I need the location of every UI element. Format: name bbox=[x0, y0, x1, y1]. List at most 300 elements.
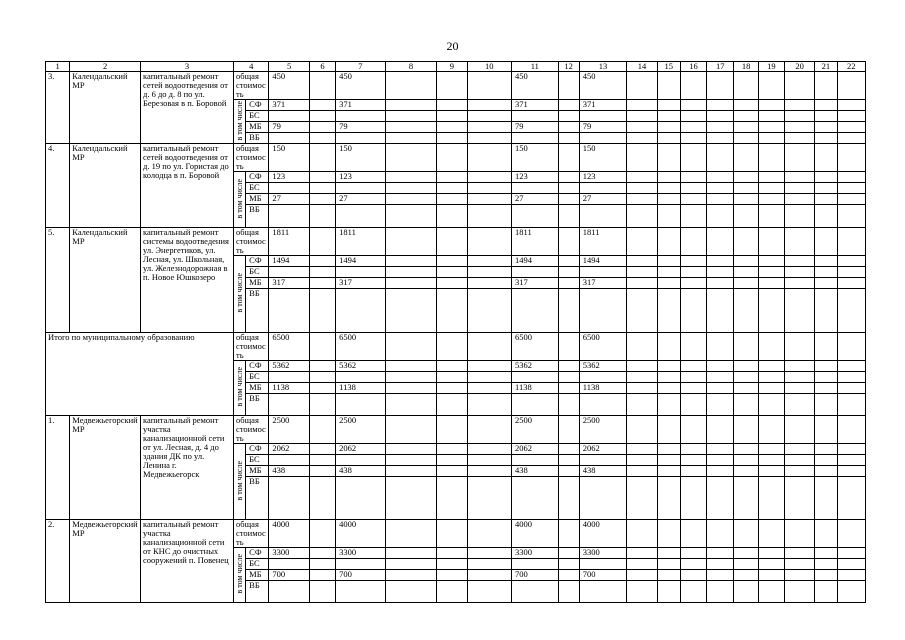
value-cell bbox=[815, 444, 837, 455]
value-cell bbox=[657, 289, 680, 333]
value-cell bbox=[707, 394, 734, 416]
value-cell bbox=[837, 520, 865, 548]
value-cell bbox=[336, 372, 386, 383]
row-number: 4. bbox=[46, 144, 70, 228]
value-cell bbox=[815, 333, 837, 361]
value-cell bbox=[680, 520, 706, 548]
value-cell bbox=[784, 205, 814, 228]
value-cell bbox=[437, 455, 467, 466]
value-cell: 150 bbox=[269, 144, 309, 172]
value-cell bbox=[707, 205, 734, 228]
column-header: 5 bbox=[269, 62, 309, 72]
column-header: 10 bbox=[467, 62, 511, 72]
funding-source-label: ВБ bbox=[246, 133, 269, 144]
row-number: 2. bbox=[46, 520, 70, 603]
value-cell bbox=[657, 267, 680, 278]
value-cell bbox=[627, 183, 657, 194]
funding-source-label: ВБ bbox=[246, 205, 269, 228]
value-cell bbox=[758, 444, 784, 455]
value-cell: 27 bbox=[269, 194, 309, 205]
value-cell bbox=[558, 394, 579, 416]
value-cell bbox=[558, 256, 579, 267]
value-cell bbox=[309, 520, 335, 548]
value-cell bbox=[657, 416, 680, 444]
value-cell bbox=[558, 581, 579, 603]
value-cell bbox=[657, 183, 680, 194]
value-cell bbox=[627, 548, 657, 559]
value-cell bbox=[579, 394, 627, 416]
value-cell bbox=[734, 520, 758, 548]
value-cell bbox=[734, 394, 758, 416]
value-cell bbox=[437, 111, 467, 122]
value-cell: 438 bbox=[269, 466, 309, 477]
value-cell: 1494 bbox=[579, 256, 627, 267]
value-cell bbox=[512, 559, 559, 570]
value-cell bbox=[784, 144, 814, 172]
value-cell bbox=[784, 444, 814, 455]
value-cell: 6500 bbox=[579, 333, 627, 361]
value-cell bbox=[467, 267, 511, 278]
value-cell: 2062 bbox=[336, 444, 386, 455]
value-cell bbox=[657, 194, 680, 205]
value-cell bbox=[309, 278, 335, 289]
value-cell bbox=[467, 172, 511, 183]
value-cell bbox=[657, 548, 680, 559]
value-cell bbox=[579, 559, 627, 570]
value-cell bbox=[385, 548, 437, 559]
value-cell bbox=[758, 416, 784, 444]
table-row bbox=[46, 520, 866, 548]
including-label bbox=[234, 256, 246, 333]
value-cell: 3300 bbox=[269, 548, 309, 559]
value-cell bbox=[657, 444, 680, 455]
funding-source-label: СФ bbox=[246, 100, 269, 111]
value-cell bbox=[815, 72, 837, 100]
value-cell bbox=[627, 570, 657, 581]
value-cell bbox=[437, 289, 467, 333]
value-cell bbox=[837, 278, 865, 289]
column-header: 7 bbox=[336, 62, 386, 72]
value-cell bbox=[269, 455, 309, 466]
value-cell bbox=[815, 111, 837, 122]
column-header: 21 bbox=[815, 62, 837, 72]
value-cell bbox=[734, 228, 758, 256]
value-cell bbox=[309, 372, 335, 383]
funding-source-label: БС bbox=[246, 183, 269, 194]
value-cell: 4000 bbox=[579, 520, 627, 548]
value-cell bbox=[815, 383, 837, 394]
value-cell bbox=[627, 444, 657, 455]
value-cell bbox=[734, 194, 758, 205]
value-cell bbox=[558, 416, 579, 444]
value-cell bbox=[558, 267, 579, 278]
including-text: в том числе bbox=[235, 273, 245, 313]
value-cell bbox=[815, 581, 837, 603]
row-number: 1. bbox=[46, 416, 70, 520]
work-description: капитальный ремонт участка канализационной сети от КНС до очистных сооружений п. Повенец bbox=[141, 520, 234, 603]
value-cell bbox=[385, 172, 437, 183]
value-cell bbox=[437, 444, 467, 455]
value-cell: 123 bbox=[269, 172, 309, 183]
value-cell: 150 bbox=[579, 144, 627, 172]
table-row bbox=[46, 228, 866, 256]
column-header: 9 bbox=[437, 62, 467, 72]
value-cell bbox=[467, 133, 511, 144]
value-cell bbox=[758, 361, 784, 372]
value-cell bbox=[627, 477, 657, 520]
value-cell bbox=[437, 361, 467, 372]
funding-source-label: СФ bbox=[246, 256, 269, 267]
value-cell bbox=[657, 466, 680, 477]
value-cell bbox=[467, 455, 511, 466]
value-cell: 5362 bbox=[579, 361, 627, 372]
value-cell bbox=[579, 183, 627, 194]
value-cell bbox=[657, 111, 680, 122]
subtotal-label: Итого по муниципальному образованию bbox=[46, 333, 234, 416]
value-cell bbox=[707, 72, 734, 100]
value-cell bbox=[385, 581, 437, 603]
value-cell bbox=[467, 111, 511, 122]
district-name: Календальский МР bbox=[70, 72, 141, 144]
value-cell bbox=[707, 122, 734, 133]
value-cell bbox=[467, 256, 511, 267]
funding-source-label: МБ bbox=[246, 122, 269, 133]
value-cell bbox=[837, 111, 865, 122]
value-cell bbox=[680, 172, 706, 183]
table-row bbox=[46, 333, 866, 361]
value-cell bbox=[707, 183, 734, 194]
column-header: 17 bbox=[707, 62, 734, 72]
value-cell bbox=[385, 466, 437, 477]
value-cell bbox=[734, 361, 758, 372]
value-cell bbox=[579, 477, 627, 520]
value-cell bbox=[627, 289, 657, 333]
value-cell bbox=[309, 455, 335, 466]
value-cell bbox=[309, 444, 335, 455]
value-cell: 5362 bbox=[336, 361, 386, 372]
value-cell bbox=[707, 289, 734, 333]
value-cell: 700 bbox=[512, 570, 559, 581]
value-cell bbox=[627, 256, 657, 267]
value-cell bbox=[627, 122, 657, 133]
value-cell bbox=[837, 455, 865, 466]
work-description: капитальный ремонт участка канализационной сети от ул. Лесная, д. 4 до здания ДК по ул. Ленина г. Медвежьегорск bbox=[141, 416, 234, 520]
value-cell bbox=[627, 581, 657, 603]
value-cell bbox=[269, 111, 309, 122]
value-cell bbox=[680, 289, 706, 333]
total-cost-label: общая стоимость bbox=[234, 333, 269, 361]
value-cell bbox=[837, 100, 865, 111]
value-cell bbox=[815, 194, 837, 205]
value-cell bbox=[707, 570, 734, 581]
value-cell bbox=[784, 228, 814, 256]
value-cell bbox=[784, 111, 814, 122]
value-cell bbox=[467, 416, 511, 444]
column-header: 22 bbox=[837, 62, 865, 72]
value-cell bbox=[627, 194, 657, 205]
value-cell bbox=[512, 394, 559, 416]
value-cell: 317 bbox=[336, 278, 386, 289]
value-cell bbox=[579, 289, 627, 333]
value-cell bbox=[657, 559, 680, 570]
value-cell bbox=[657, 581, 680, 603]
value-cell bbox=[815, 394, 837, 416]
work-description: капитальный ремонт сетей водоотведения от д. 6 до д. 8 по ул. Березовая в п. Боровой bbox=[141, 72, 234, 144]
value-cell bbox=[512, 267, 559, 278]
value-cell bbox=[707, 144, 734, 172]
value-cell bbox=[467, 477, 511, 520]
value-cell bbox=[657, 205, 680, 228]
value-cell: 371 bbox=[579, 100, 627, 111]
value-cell bbox=[680, 416, 706, 444]
column-header: 19 bbox=[758, 62, 784, 72]
value-cell bbox=[309, 72, 335, 100]
value-cell bbox=[837, 144, 865, 172]
value-cell bbox=[680, 133, 706, 144]
funding-source-label: ВБ bbox=[246, 289, 269, 333]
value-cell bbox=[758, 228, 784, 256]
value-cell: 438 bbox=[579, 466, 627, 477]
value-cell bbox=[734, 278, 758, 289]
value-cell bbox=[437, 256, 467, 267]
value-cell bbox=[837, 122, 865, 133]
value-cell bbox=[837, 383, 865, 394]
value-cell bbox=[758, 570, 784, 581]
value-cell bbox=[309, 581, 335, 603]
value-cell: 3300 bbox=[336, 548, 386, 559]
value-cell bbox=[837, 267, 865, 278]
value-cell: 438 bbox=[336, 466, 386, 477]
value-cell bbox=[815, 372, 837, 383]
value-cell bbox=[680, 394, 706, 416]
value-cell bbox=[385, 455, 437, 466]
value-cell: 2062 bbox=[512, 444, 559, 455]
value-cell bbox=[309, 477, 335, 520]
value-cell bbox=[707, 559, 734, 570]
value-cell bbox=[734, 372, 758, 383]
value-cell bbox=[758, 183, 784, 194]
value-cell bbox=[558, 361, 579, 372]
funding-source-label: МБ bbox=[246, 466, 269, 477]
value-cell bbox=[707, 278, 734, 289]
funding-source-label: СФ bbox=[246, 548, 269, 559]
value-cell bbox=[758, 278, 784, 289]
value-cell bbox=[758, 520, 784, 548]
value-cell bbox=[385, 111, 437, 122]
value-cell bbox=[269, 183, 309, 194]
value-cell bbox=[437, 416, 467, 444]
value-cell bbox=[558, 100, 579, 111]
value-cell bbox=[558, 559, 579, 570]
value-cell: 4000 bbox=[336, 520, 386, 548]
value-cell bbox=[837, 394, 865, 416]
column-header: 1 bbox=[46, 62, 70, 72]
column-header: 20 bbox=[784, 62, 814, 72]
funding-source-label: СФ bbox=[246, 361, 269, 372]
value-cell bbox=[734, 100, 758, 111]
value-cell bbox=[558, 570, 579, 581]
value-cell: 317 bbox=[269, 278, 309, 289]
value-cell bbox=[385, 267, 437, 278]
funding-source-label: БС bbox=[246, 559, 269, 570]
value-cell bbox=[734, 416, 758, 444]
value-cell bbox=[758, 581, 784, 603]
value-cell bbox=[309, 394, 335, 416]
value-cell bbox=[467, 144, 511, 172]
funding-source-label: БС bbox=[246, 372, 269, 383]
value-cell bbox=[657, 133, 680, 144]
value-cell: 5362 bbox=[269, 361, 309, 372]
value-cell bbox=[385, 122, 437, 133]
value-cell bbox=[784, 72, 814, 100]
including-label bbox=[234, 548, 246, 603]
value-cell: 317 bbox=[512, 278, 559, 289]
value-cell bbox=[579, 372, 627, 383]
value-cell bbox=[707, 172, 734, 183]
value-cell bbox=[558, 383, 579, 394]
column-header-row bbox=[46, 62, 866, 72]
value-cell bbox=[385, 100, 437, 111]
value-cell bbox=[627, 72, 657, 100]
column-header: 2 bbox=[70, 62, 141, 72]
value-cell bbox=[784, 267, 814, 278]
column-header: 11 bbox=[512, 62, 559, 72]
value-cell bbox=[815, 183, 837, 194]
value-cell bbox=[680, 333, 706, 361]
value-cell bbox=[657, 256, 680, 267]
value-cell bbox=[815, 520, 837, 548]
value-cell bbox=[558, 444, 579, 455]
value-cell bbox=[269, 289, 309, 333]
value-cell bbox=[437, 100, 467, 111]
value-cell bbox=[784, 581, 814, 603]
value-cell bbox=[309, 205, 335, 228]
value-cell bbox=[336, 133, 386, 144]
value-cell: 450 bbox=[269, 72, 309, 100]
value-cell: 2500 bbox=[336, 416, 386, 444]
value-cell bbox=[558, 333, 579, 361]
value-cell bbox=[336, 394, 386, 416]
funding-source-label: ВБ bbox=[246, 477, 269, 520]
value-cell bbox=[309, 548, 335, 559]
value-cell bbox=[269, 133, 309, 144]
value-cell bbox=[437, 122, 467, 133]
value-cell bbox=[467, 394, 511, 416]
value-cell bbox=[467, 466, 511, 477]
value-cell bbox=[837, 372, 865, 383]
value-cell bbox=[784, 548, 814, 559]
value-cell bbox=[680, 183, 706, 194]
value-cell bbox=[309, 172, 335, 183]
value-cell bbox=[657, 455, 680, 466]
value-cell bbox=[467, 581, 511, 603]
value-cell bbox=[657, 278, 680, 289]
value-cell bbox=[558, 72, 579, 100]
including-label bbox=[234, 172, 246, 228]
funding-source-label: СФ bbox=[246, 444, 269, 455]
value-cell bbox=[627, 228, 657, 256]
value-cell bbox=[385, 444, 437, 455]
value-cell bbox=[815, 205, 837, 228]
value-cell bbox=[734, 122, 758, 133]
value-cell bbox=[758, 172, 784, 183]
value-cell bbox=[437, 205, 467, 228]
value-cell bbox=[579, 133, 627, 144]
value-cell bbox=[680, 559, 706, 570]
value-cell: 3300 bbox=[512, 548, 559, 559]
value-cell: 27 bbox=[336, 194, 386, 205]
value-cell bbox=[657, 333, 680, 361]
including-text: в том числе bbox=[235, 100, 245, 141]
value-cell bbox=[467, 289, 511, 333]
value-cell bbox=[837, 581, 865, 603]
value-cell bbox=[815, 466, 837, 477]
value-cell bbox=[558, 111, 579, 122]
value-cell bbox=[309, 570, 335, 581]
column-header: 8 bbox=[385, 62, 437, 72]
value-cell: 6500 bbox=[336, 333, 386, 361]
value-cell bbox=[336, 183, 386, 194]
value-cell bbox=[837, 570, 865, 581]
value-cell bbox=[680, 228, 706, 256]
value-cell bbox=[336, 477, 386, 520]
value-cell bbox=[385, 333, 437, 361]
value-cell bbox=[784, 477, 814, 520]
value-cell bbox=[385, 394, 437, 416]
value-cell bbox=[784, 172, 814, 183]
value-cell: 5362 bbox=[512, 361, 559, 372]
value-cell bbox=[467, 548, 511, 559]
value-cell bbox=[784, 183, 814, 194]
value-cell bbox=[758, 477, 784, 520]
value-cell bbox=[815, 133, 837, 144]
value-cell bbox=[758, 267, 784, 278]
value-cell bbox=[437, 278, 467, 289]
value-cell bbox=[734, 444, 758, 455]
value-cell: 450 bbox=[579, 72, 627, 100]
value-cell bbox=[558, 520, 579, 548]
value-cell bbox=[467, 228, 511, 256]
value-cell bbox=[336, 581, 386, 603]
value-cell bbox=[336, 267, 386, 278]
value-cell bbox=[558, 466, 579, 477]
funding-source-label: ВБ bbox=[246, 394, 269, 416]
value-cell bbox=[627, 372, 657, 383]
value-cell: 2062 bbox=[579, 444, 627, 455]
value-cell: 1811 bbox=[512, 228, 559, 256]
value-cell: 1494 bbox=[336, 256, 386, 267]
value-cell bbox=[758, 333, 784, 361]
funding-source-label: БС bbox=[246, 455, 269, 466]
value-cell bbox=[558, 183, 579, 194]
table-row bbox=[46, 144, 866, 172]
value-cell bbox=[269, 394, 309, 416]
value-cell bbox=[437, 372, 467, 383]
value-cell bbox=[467, 570, 511, 581]
value-cell bbox=[707, 383, 734, 394]
value-cell bbox=[309, 559, 335, 570]
value-cell bbox=[837, 466, 865, 477]
value-cell bbox=[467, 444, 511, 455]
value-cell bbox=[815, 278, 837, 289]
value-cell bbox=[657, 228, 680, 256]
value-cell bbox=[758, 256, 784, 267]
value-cell bbox=[815, 267, 837, 278]
funding-source-label: МБ bbox=[246, 278, 269, 289]
value-cell bbox=[734, 256, 758, 267]
value-cell bbox=[734, 205, 758, 228]
value-cell bbox=[680, 205, 706, 228]
